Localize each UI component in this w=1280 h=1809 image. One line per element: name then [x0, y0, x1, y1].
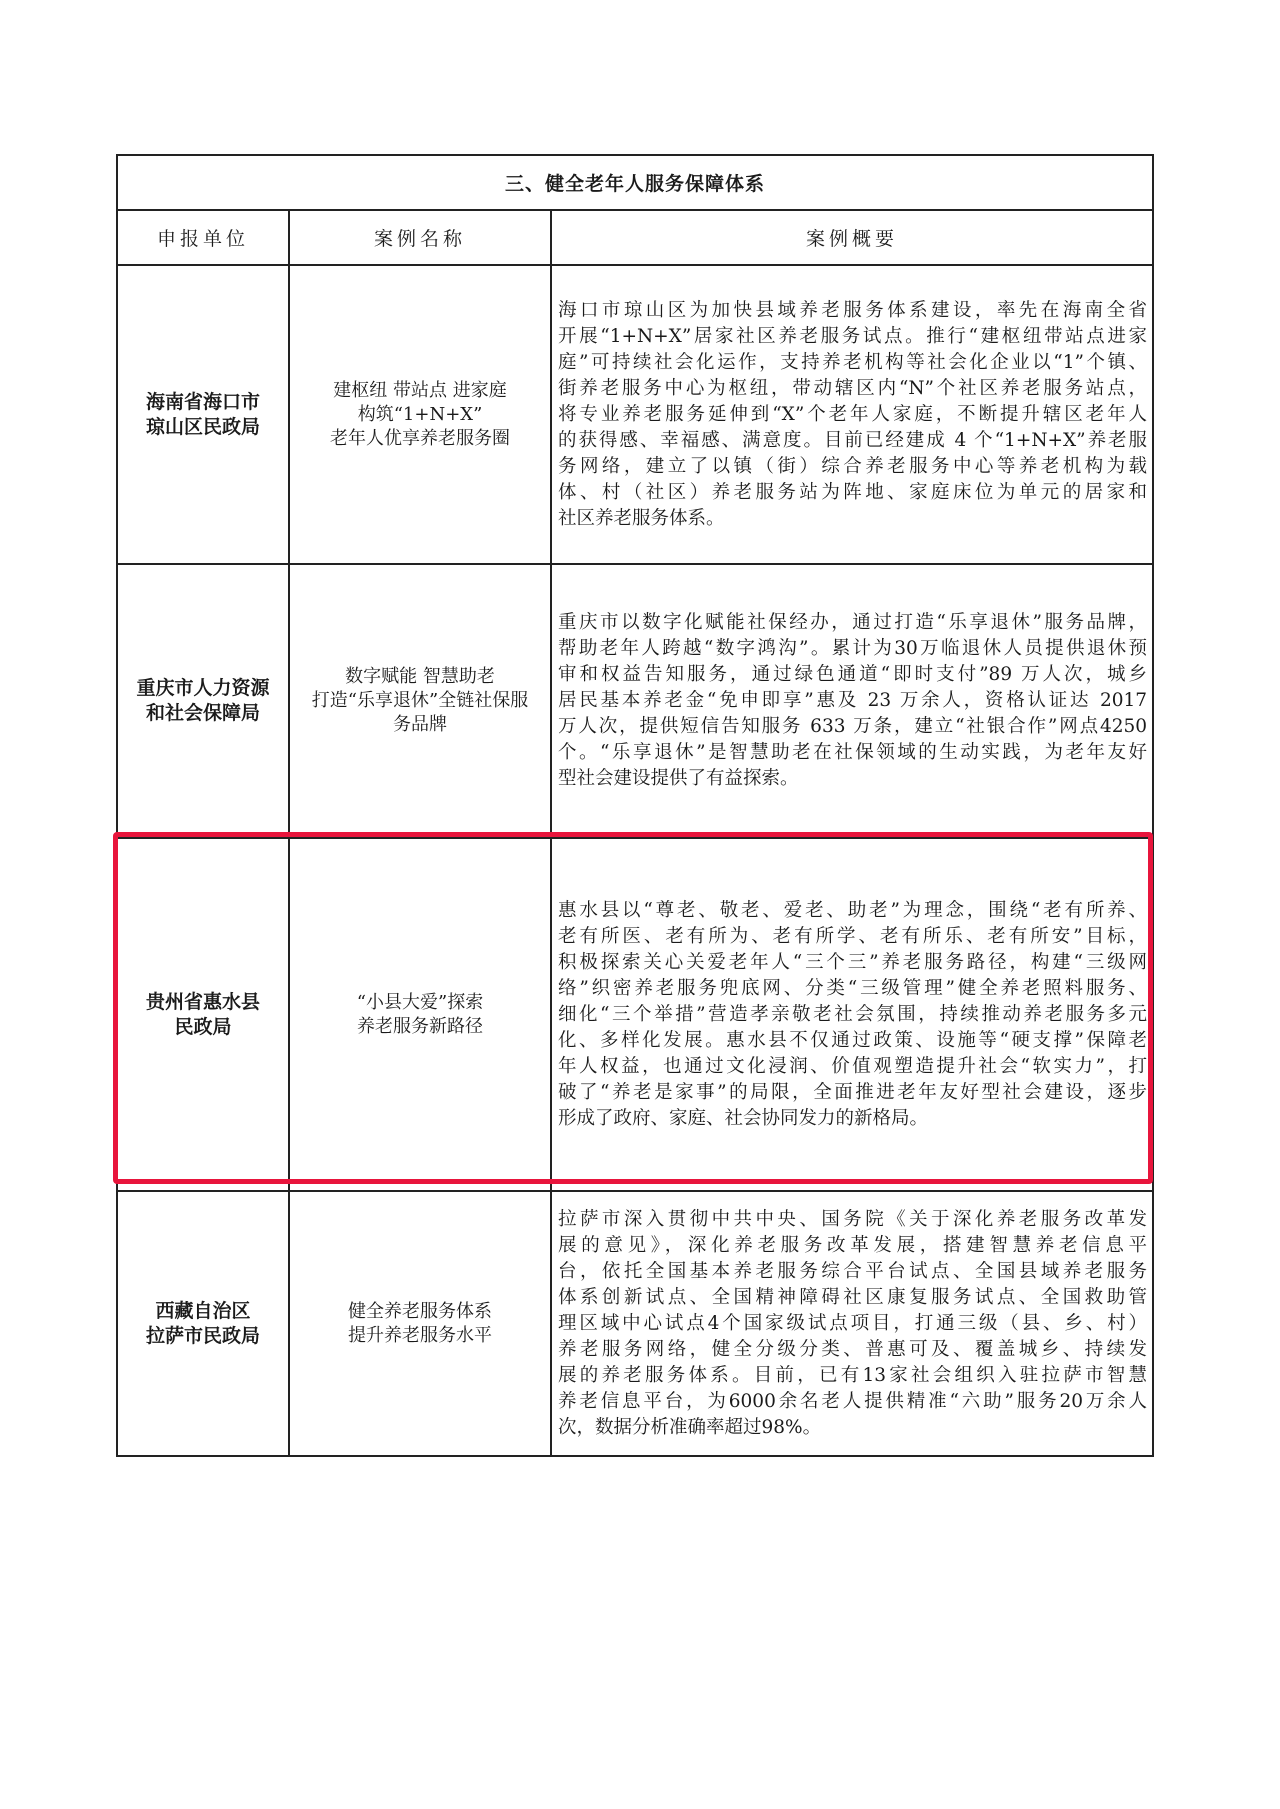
summary-line: 络”织密养老服务兜底网、分类“三级管理”健全养老照料服务、 — [558, 977, 1148, 999]
summary-cell — [551, 838, 1153, 1191]
summary-line: 个。“乐享退休”是智慧助老在社保领域的生动实践，为老年友好 — [558, 742, 1148, 763]
summary-line: 理区域中心试点4个国家级试点项目，打通三级（县、乡、村） — [558, 1312, 1148, 1334]
summary-line: 街养老服务中心为枢纽，带动辖区内“N”个社区养老服务站点， — [558, 377, 1148, 399]
unit-line: 和社会保障局 — [145, 702, 260, 724]
summary-line: 型社会建设提供了有益探索。 — [558, 768, 799, 789]
case-name-line: 养老服务新路径 — [357, 1015, 483, 1037]
header-row — [117, 210, 1153, 265]
case-name-line: 数字赋能 智慧助老 — [345, 666, 495, 687]
summary-line: 重庆市以数字化赋能社保经办，通过打造“乐享退休”服务品牌， — [558, 612, 1148, 633]
summary-line: 次，数据分析准确率超过98%。 — [558, 1416, 822, 1438]
case-name-cell — [289, 1191, 551, 1456]
summary-text — [552, 1203, 1152, 1445]
unit-line: 海南省海口市 — [145, 390, 260, 413]
summary-text — [552, 294, 1152, 536]
summary-line: 居民基本养老金“免申即享”惠及 23 万余人，资格认证达 2017 — [558, 690, 1148, 711]
summary-line: 养老信息平台，为6000余名老人提供精准“六助”服务20万余人 — [558, 1390, 1148, 1412]
unit-line: 重庆市人力资源 — [136, 677, 270, 699]
summary-line: 积极探索关心关爱老年人“三个三”养老服务路径，构建“三级网 — [558, 951, 1148, 973]
summary-cell — [551, 564, 1153, 838]
summary-line: 养老服务网络，健全分级分类、普惠可及、覆盖城乡、持续发 — [558, 1338, 1148, 1360]
case-name-line: 健全养老服务体系 — [348, 1300, 492, 1322]
summary-line: 庭”可持续社会化运作，支持养老机构等社会化企业以“1”个镇、 — [558, 351, 1148, 373]
summary-line: 社区养老服务体系。 — [558, 507, 725, 529]
unit-line: 民政局 — [174, 1015, 232, 1038]
unit-line: 贵州省惠水县 — [145, 990, 260, 1013]
table-row — [117, 564, 1153, 838]
unit-cell — [117, 1191, 289, 1456]
summary-line: 务网络，建立了以镇（街）综合养老服务中心等养老机构为载 — [558, 455, 1148, 477]
summary-line: 拉萨市深入贯彻中共中央、国务院《关于深化养老服务改革发 — [558, 1208, 1148, 1230]
summary-line: 台，依托全国基本养老服务综合平台试点、全国县域养老服务 — [558, 1260, 1148, 1282]
unit-line: 西藏自治区 — [155, 1299, 251, 1322]
unit-cell — [117, 838, 289, 1191]
summary-line: 体系创新试点、全国精神障碍社区康复服务试点、全国救助管 — [558, 1286, 1148, 1308]
summary-line: 展的养老服务体系。目前，已有13家社会组织入驻拉萨市智慧 — [558, 1364, 1148, 1386]
summary-line: 审和权益告知服务，通过绿色通道“即时支付”89 万人次，城乡 — [558, 664, 1148, 685]
case-name-cell — [289, 265, 551, 564]
unit-line: 琼山区民政局 — [145, 415, 260, 438]
summary-line: 惠水县以“尊老、敬老、爱老、助老”为理念，围绕“老有所养、 — [558, 899, 1148, 921]
summary-line: 年人权益，也通过文化浸润、价值观塑造提升社会“软实力”，打 — [558, 1055, 1148, 1077]
summary-line: 体、村（社区）养老服务站为阵地、家庭床位为单元的居家和 — [558, 481, 1148, 503]
summary-line: 帮助老年人跨越“数字鸿沟”。累计为30万临退休人员提供退休预 — [558, 638, 1148, 659]
summary-line: 形成了政府、家庭、社会协同发力的新格局。 — [558, 1107, 929, 1129]
section-title-row — [117, 155, 1153, 210]
case-table — [116, 154, 1154, 1457]
summary-text — [552, 606, 1152, 796]
summary-line: 开展“1+N+X”居家社区养老服务试点。推行“建枢纽带站点进家 — [558, 325, 1148, 347]
column-header-case-name: 案例名称 — [289, 210, 551, 265]
table-row — [117, 838, 1153, 1191]
case-name-cell — [289, 564, 551, 838]
summary-line: 万人次，提供短信告知服务 633 万条，建立“社银合作”网点4250 — [558, 716, 1148, 737]
summary-text — [552, 894, 1152, 1136]
table-row — [117, 1191, 1153, 1456]
case-name-line: 建枢纽 带站点 进家庭 — [333, 379, 507, 401]
summary-line: 海口市琼山区为加快县域养老服务体系建设，率先在海南全省 — [558, 299, 1148, 321]
case-name-line: 打造“乐享退休”全链社保服 — [311, 690, 529, 711]
summary-line: 破了“养老是家事”的局限，全面推进老年友好型社会建设，逐步 — [558, 1081, 1148, 1103]
summary-line: 化、多样化发展。惠水县不仅通过政策、设施等“硬支撑”保障老 — [558, 1029, 1148, 1051]
section-title: 三、健全老年人服务保障体系 — [117, 155, 1153, 210]
unit-cell — [117, 564, 289, 838]
summary-cell — [551, 1191, 1153, 1456]
column-header-summary: 案例概要 — [551, 210, 1153, 265]
column-header-unit: 申报单位 — [117, 210, 289, 265]
case-name-line: 构筑“1+N+X” — [357, 403, 483, 425]
case-name-line: 提升养老服务水平 — [348, 1324, 492, 1346]
summary-line: 的获得感、幸福感、满意度。目前已经建成 4 个“1+N+X”养老服 — [558, 429, 1148, 451]
case-name-line: “小县大爱”探索 — [356, 991, 484, 1013]
summary-cell — [551, 265, 1153, 564]
unit-line: 拉萨市民政局 — [145, 1324, 260, 1347]
summary-line: 将专业养老服务延伸到“X”个老年人家庭，不断提升辖区老年人 — [558, 403, 1148, 425]
summary-line: 细化“三个举措”营造孝亲敬老社会氛围，持续推动养老服务多元 — [558, 1003, 1148, 1025]
case-name-line: 务品牌 — [393, 714, 447, 735]
case-name-line: 老年人优享养老服务圈 — [330, 427, 510, 449]
unit-cell — [117, 265, 289, 564]
case-name-cell — [289, 838, 551, 1191]
summary-line: 展的意见》，深化养老服务改革发展，搭建智慧养老信息平 — [558, 1234, 1148, 1256]
summary-line: 老有所医、老有所为、老有所学、老有所乐、老有所安”目标， — [558, 925, 1148, 947]
table-row — [117, 265, 1153, 564]
